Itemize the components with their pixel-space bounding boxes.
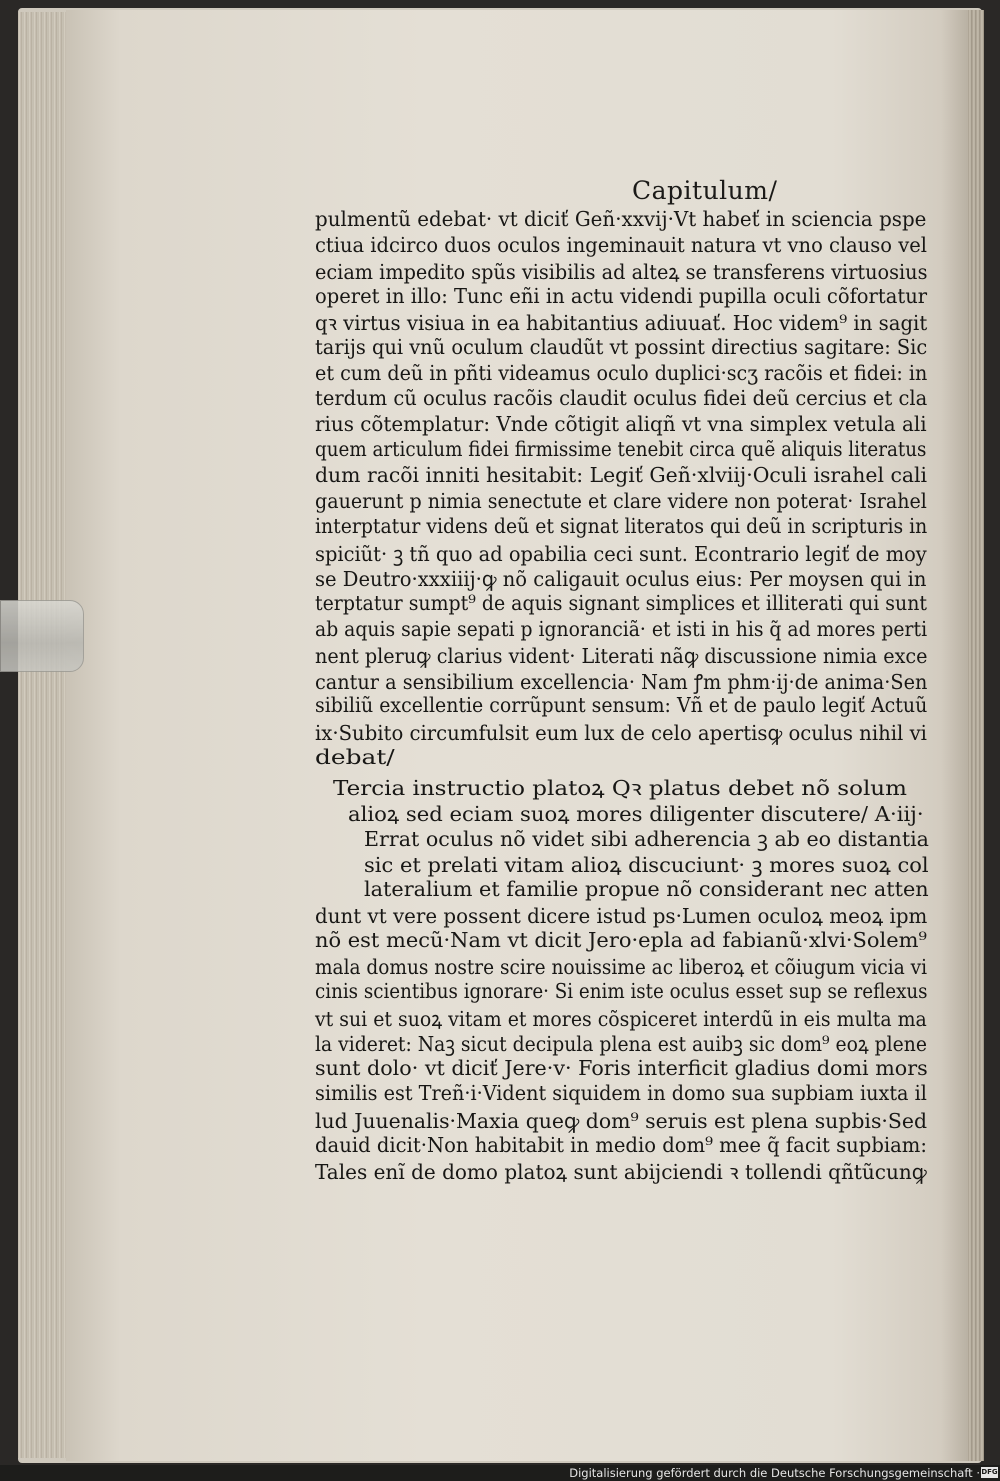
text-line: sibiliũ excellentie corrũpunt sensum: Vñ et de paulo legiť Actuũ [315, 693, 928, 717]
text-line: et cum deũ in pñti videamus oculo duplici·scʒ racõis et fidei: in [315, 361, 928, 385]
text-line: Tercia instructio platoꝝ Qꝛ platus debet nõ solum [333, 776, 907, 800]
text-line: qꝛ virtus visiua in ea habitantius adiuuať. Hoc videm⁹ in sagit [315, 311, 928, 335]
text-line: nent pleruꝙ clarius vident· Literati nãꝙ discussione nimia exce [315, 644, 928, 668]
footer-bar [0, 1465, 1000, 1481]
dfg-logo: DFG [981, 1468, 998, 1476]
text-line: mala domus nostre scire nouissime ac liberoꝝ et cõiugum vicia vi [315, 955, 928, 979]
text-line: gauerunt p nimia senectute et clare videre non poterat· Israhel [315, 489, 927, 513]
text-line: eciam impedito spũs visibilis ad alteꝝ se transferens virtuosius [315, 260, 928, 284]
page-edges-left [18, 12, 67, 1458]
text-line: ctiua idcirco duos oculos ingeminauit natura vt vno clauso vel [315, 233, 927, 257]
funding-credit: Digitalisierung gefördert durch die Deutsche Forschungsgemeinschaft · [569, 1466, 980, 1480]
text-line: Errat oculus nõ videt sibi adherencia ꝫ ab eo distantia [364, 827, 929, 851]
chapter-header: Capitulum/ [632, 176, 778, 205]
text-line: ab aquis sapie sepati p ignoranciã· et isti in his q̃ ad mores perti [315, 617, 928, 641]
text-line: pulmentũ edebat· vt diciť Geñ·xxvij·Vt habeť in sciencia pspe [315, 207, 927, 231]
text-line: rius cõtemplatur: Vnde cõtigit aliqñ vt vna simplex vetula ali [315, 412, 927, 436]
text-line: tarijs qui vnũ oculum claudũt vt possint directius sagitare: Sic [315, 335, 928, 359]
text-line: operet in illo: Tunc eñi in actu videndi pupilla oculi cõfortatur [315, 284, 928, 308]
text-line: lateralium et familie propue nõ considerant nec atten [364, 877, 929, 901]
text-line: lud Juuenalis·Maxia queꝙ dom⁹ seruis est plena supbis·Sed [315, 1109, 928, 1133]
text-line: ix·Subito circumfulsit eum lux de celo apertisꝙ oculus nihil vi [315, 721, 927, 745]
text-line: la videret: Naꝫ sicut decipula plena est auibꝫ sic dom⁹ eoꝝ plene [315, 1032, 927, 1056]
text-line: dauid dicit·Non habitabit in medio dom⁹ mee q̃ facit supbiam: [315, 1133, 927, 1157]
page-edges-right [968, 10, 984, 1461]
text-line: terptatur sumpt⁹ de aquis signant simplices et illiterati qui sunt [315, 591, 927, 615]
text-line: dum racõi inniti hesitabit: Legiť Geñ·xlviij·Oculi israhel cali [315, 463, 928, 487]
text-line: nõ est mecũ·Nam vt dicit Jero·epla ad fabianũ·xlvi·Solem⁹ [315, 928, 927, 952]
text-line: sunt dolo· vt diciť Jere·v· Foris interficit gladius domi mors [315, 1056, 928, 1080]
text-line: quem articulum fidei firmissime tenebit circa quẽ aliquis literatus [315, 437, 927, 461]
text-line: sic et prelati vitam alioꝝ discuciunt· ꝫ mores suoꝝ col [364, 853, 929, 877]
text-line: Tales enĩ de domo platoꝝ sunt abijciendi ꝛ tollendi qñtũcunꝙ [315, 1160, 927, 1184]
text-line: similis est Treñ·i·Vident siquidem in domo sua supbiam iuxta il [315, 1081, 927, 1105]
book-page [66, 10, 968, 1461]
text-line: alioꝝ sed eciam suoꝝ mores diligenter discutere/ A·iij· [348, 802, 924, 826]
text-line: dunt vt vere possent dicere istud ps·Lumen oculoꝝ meoꝝ ipm [315, 904, 928, 928]
text-line: debat/ [315, 745, 395, 769]
text-line: cinis scientibus ignorare· Si enim iste oculus esset sup se reflexus [315, 979, 928, 1003]
text-line: se Deutro·xxxiiij·ꝙ nõ caligauit oculus eius: Per moysen qui in [315, 567, 927, 591]
text-line: terdum cũ oculus racõis claudit oculus fidei deũ cercius et cla [315, 386, 928, 410]
text-line: interptatur videns deũ et signat literatos qui deũ in scripturis in [315, 514, 928, 538]
text-line: vt sui et suoꝝ vitam et mores cõspiceret interdũ in eis multa ma [315, 1007, 927, 1031]
glass-page-clip [0, 600, 84, 672]
text-line: cantur a sensibilium excellencia· Nam ꝭm phm·ij·de anima·Sen [315, 670, 928, 694]
text-line: spiciũt· ꝫ tñ quo ad opabilia ceci sunt. Econtrario legiť de moy [315, 542, 927, 566]
